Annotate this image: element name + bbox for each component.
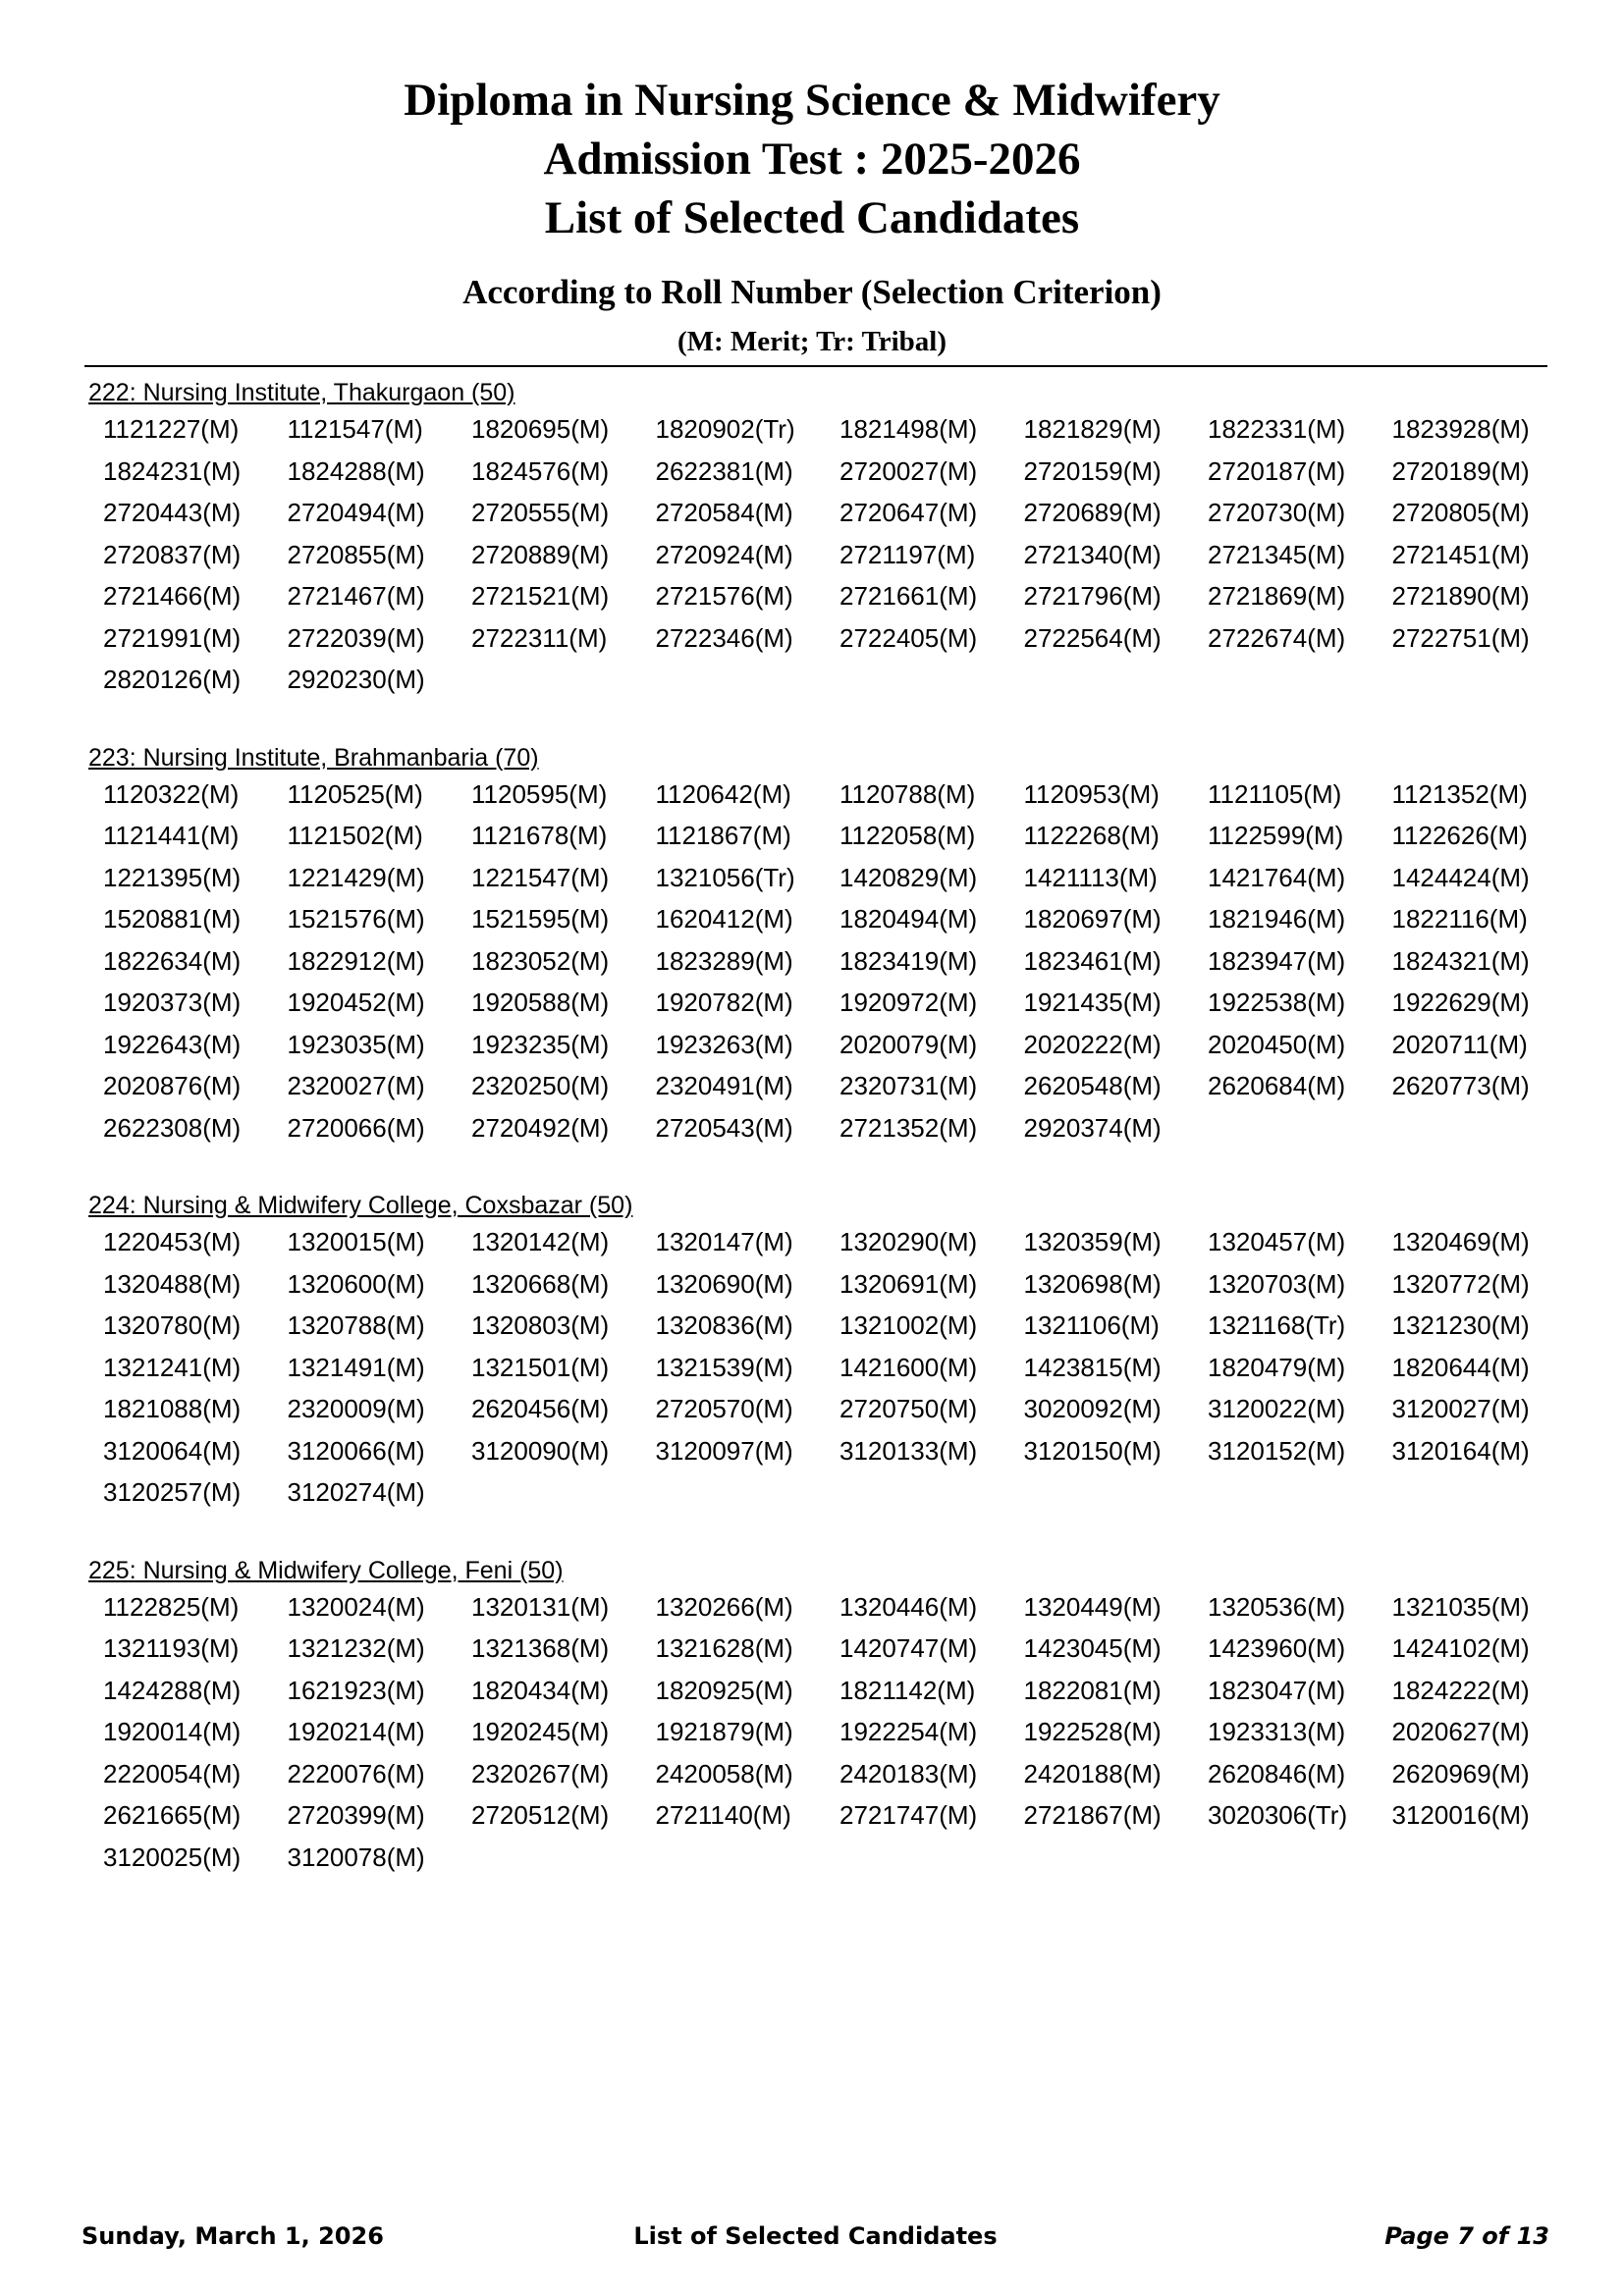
- candidate-roll: 1121227(M): [103, 414, 240, 444]
- candidate-roll: 1820434(M): [471, 1675, 610, 1705]
- candidate-roll: 1923035(M): [287, 1029, 425, 1059]
- candidate-roll: 2020711(M): [1391, 1029, 1528, 1059]
- candidate-roll: 1521595(M): [471, 904, 610, 934]
- candidate-roll: 1820697(M): [1023, 904, 1162, 934]
- candidate-roll: 1423960(M): [1208, 1633, 1346, 1663]
- candidate-roll: 2721991(M): [103, 622, 242, 653]
- candidate-roll: 2721466(M): [103, 581, 242, 611]
- candidate-roll: 2721340(M): [1023, 539, 1162, 569]
- candidate-roll: 1920452(M): [287, 988, 425, 1017]
- selection-criterion-subtitle: According to Roll Number (Selection Criterion): [462, 273, 1162, 311]
- candidate-roll: 3120097(M): [655, 1435, 793, 1466]
- candidate-roll: 1320668(M): [471, 1268, 610, 1299]
- candidate-roll: 2720066(M): [287, 1112, 425, 1143]
- candidate-roll: 1920373(M): [103, 988, 242, 1017]
- candidate-roll: 1320266(M): [655, 1591, 793, 1622]
- candidate-roll: 1122599(M): [1208, 821, 1344, 850]
- candidate-roll: 1320803(M): [471, 1310, 610, 1340]
- candidate-roll: 1122626(M): [1391, 821, 1528, 850]
- candidate-roll: 2720492(M): [471, 1112, 610, 1143]
- candidate-roll: 1424288(M): [103, 1675, 242, 1705]
- footer-date: Sunday, March 1, 2026: [81, 2222, 384, 2250]
- candidate-roll: 2320027(M): [287, 1071, 425, 1100]
- candidate-roll: 1824288(M): [287, 455, 425, 486]
- candidate-roll: 1923263(M): [655, 1029, 793, 1059]
- candidate-roll: 1921879(M): [655, 1717, 793, 1746]
- candidate-roll: 2720889(M): [471, 539, 610, 569]
- candidate-roll: 2620548(M): [1023, 1071, 1162, 1100]
- candidate-roll: 1320469(M): [1391, 1227, 1530, 1256]
- candidate-roll: 2720189(M): [1391, 455, 1530, 486]
- candidate-roll: 1620412(M): [655, 904, 793, 934]
- candidate-roll: 1920014(M): [103, 1717, 242, 1746]
- candidate-roll: 2620846(M): [1208, 1758, 1346, 1789]
- candidate-roll: 2320731(M): [839, 1071, 978, 1100]
- candidate-roll: 1822912(M): [287, 945, 425, 976]
- candidate-roll: 1321241(M): [103, 1352, 242, 1382]
- candidate-roll: 2720555(M): [471, 498, 610, 527]
- candidate-roll: 1520881(M): [103, 904, 242, 934]
- institute-section: [88, 1190, 1542, 1514]
- candidate-roll: 2720805(M): [1391, 498, 1530, 527]
- candidate-roll: 1321491(M): [287, 1352, 425, 1382]
- candidate-roll: 1120953(M): [1023, 778, 1160, 809]
- candidate-roll: 2720159(M): [1023, 455, 1162, 486]
- candidate-roll: 1923313(M): [1208, 1717, 1346, 1746]
- candidate-roll: 1121502(M): [287, 821, 423, 850]
- candidate-roll: 1320024(M): [287, 1591, 425, 1622]
- candidate-roll: 2720512(M): [471, 1800, 610, 1830]
- candidate-roll: 1221395(M): [103, 862, 242, 892]
- candidate-roll: 2720027(M): [839, 455, 978, 486]
- candidate-roll: 2320009(M): [287, 1394, 425, 1423]
- candidate-roll: 1321056(Tr): [655, 862, 795, 892]
- candidate-roll: 2720689(M): [1023, 498, 1162, 527]
- candidate-roll: 1120642(M): [655, 778, 791, 809]
- candidate-roll: 3120078(M): [287, 1842, 425, 1872]
- candidate-roll: 1423815(M): [1023, 1352, 1162, 1382]
- candidate-roll: 1321168(Tr): [1208, 1310, 1346, 1340]
- candidate-roll: 1321002(M): [839, 1310, 978, 1340]
- candidate-roll: 1320536(M): [1208, 1591, 1346, 1622]
- candidate-roll: 1920588(M): [471, 988, 610, 1017]
- institute-section: [88, 742, 1542, 1149]
- candidate-roll: 3020306(Tr): [1208, 1800, 1348, 1830]
- candidate-roll: 2220076(M): [287, 1758, 425, 1789]
- candidate-roll: 2720855(M): [287, 539, 425, 569]
- candidate-roll: 2020450(M): [1208, 1029, 1346, 1059]
- candidate-roll: 1320488(M): [103, 1268, 242, 1299]
- candidate-roll: 1921435(M): [1023, 988, 1162, 1017]
- candidate-roll: 2721140(M): [655, 1800, 791, 1830]
- institute-title: 224: Nursing & Midwifery College, Coxsbazar (50): [88, 1192, 633, 1219]
- candidate-roll: 2722564(M): [1023, 622, 1162, 653]
- candidate-roll: 1824222(M): [1391, 1675, 1530, 1705]
- candidate-roll: 1320457(M): [1208, 1227, 1346, 1256]
- candidate-roll: 1820494(M): [839, 904, 978, 934]
- candidate-roll: 1320015(M): [287, 1227, 425, 1256]
- candidate-roll: 3120133(M): [839, 1435, 978, 1466]
- candidate-roll: 1320600(M): [287, 1268, 425, 1299]
- candidate-roll: 1320780(M): [103, 1310, 242, 1340]
- candidate-roll: 1821142(M): [839, 1675, 976, 1705]
- candidate-roll: 1423045(M): [1023, 1633, 1162, 1663]
- candidate-roll: 1822116(M): [1391, 904, 1528, 934]
- candidate-roll: 1120595(M): [471, 778, 608, 809]
- candidate-roll: 1122058(M): [839, 821, 976, 850]
- candidate-roll: 1221429(M): [287, 862, 425, 892]
- candidate-roll: 1823947(M): [1208, 945, 1346, 976]
- candidate-roll: 1824576(M): [471, 455, 610, 486]
- candidate-roll: 1320449(M): [1023, 1591, 1162, 1622]
- candidate-roll: 1321628(M): [655, 1633, 793, 1663]
- candidate-roll: 1121867(M): [655, 821, 791, 850]
- candidate-roll: 3120016(M): [1391, 1800, 1530, 1830]
- candidate-roll: 1320772(M): [1391, 1268, 1530, 1299]
- candidate-roll: 1421113(M): [1023, 862, 1158, 892]
- candidate-roll: 2620456(M): [471, 1394, 610, 1423]
- candidate-roll: 2420058(M): [655, 1758, 793, 1789]
- candidate-roll: 1320698(M): [1023, 1268, 1162, 1299]
- candidate-roll: 1823928(M): [1391, 414, 1530, 444]
- candidate-roll: 3120064(M): [103, 1435, 242, 1466]
- candidate-roll: 1320446(M): [839, 1591, 978, 1622]
- candidate-roll: 2720924(M): [655, 539, 793, 569]
- candidate-roll: 2820126(M): [103, 665, 242, 694]
- candidate-roll: 1920972(M): [839, 988, 978, 1017]
- candidate-roll: 1820479(M): [1208, 1352, 1346, 1382]
- candidate-roll: 3120150(M): [1023, 1435, 1162, 1466]
- candidate-roll: 2020079(M): [839, 1029, 978, 1059]
- candidate-roll: 2722674(M): [1208, 622, 1346, 653]
- candidate-roll: 2620773(M): [1391, 1071, 1530, 1100]
- candidate-roll: 1821088(M): [103, 1394, 242, 1423]
- candidate-roll: 1822634(M): [103, 945, 242, 976]
- institute-sections: [88, 377, 1542, 1919]
- candidate-roll: 1121678(M): [471, 821, 608, 850]
- candidate-roll: 2720494(M): [287, 498, 425, 527]
- candidate-roll: 2020876(M): [103, 1071, 242, 1100]
- document-title-line-3: List of Selected Candidates: [544, 192, 1080, 243]
- candidate-roll: 2721467(M): [287, 581, 425, 611]
- candidate-roll: 2620969(M): [1391, 1758, 1530, 1789]
- candidate-roll: 2920374(M): [1023, 1112, 1162, 1143]
- candidate-roll: 2721197(M): [839, 539, 976, 569]
- candidate-roll: 1320131(M): [471, 1591, 610, 1622]
- candidate-roll: 2721345(M): [1208, 539, 1346, 569]
- candidate-roll: 2020222(M): [1023, 1029, 1162, 1059]
- institute-title: 225: Nursing & Midwifery College, Feni (50): [88, 1556, 564, 1584]
- candidate-roll: 2720750(M): [839, 1394, 978, 1423]
- institute-title: 223: Nursing Institute, Brahmanbaria (70): [88, 743, 539, 772]
- candidate-roll: 1221547(M): [471, 862, 610, 892]
- candidate-roll: 2720543(M): [655, 1112, 793, 1143]
- candidate-roll: 2721867(M): [1023, 1800, 1162, 1830]
- candidate-roll: 2320250(M): [471, 1071, 610, 1100]
- candidate-roll: 2721352(M): [839, 1112, 978, 1143]
- header-divider: [84, 365, 1547, 367]
- institute-section: [88, 377, 1542, 701]
- candidate-roll: 2220054(M): [103, 1758, 242, 1789]
- candidate-roll: 2722405(M): [839, 622, 978, 653]
- candidate-roll: 2420188(M): [1023, 1758, 1162, 1789]
- candidate-roll: 2320267(M): [471, 1758, 610, 1789]
- candidate-roll: 1321230(M): [1391, 1310, 1530, 1340]
- candidate-roll: 2620684(M): [1208, 1071, 1346, 1100]
- candidate-roll: 1820925(M): [655, 1675, 793, 1705]
- candidate-roll: 1621923(M): [287, 1675, 425, 1705]
- candidate-roll: 1122268(M): [1023, 821, 1160, 850]
- candidate-roll: 3120027(M): [1391, 1394, 1530, 1423]
- quota-legend: (M: Merit; Tr: Tribal): [677, 326, 947, 357]
- candidate-roll: 2920230(M): [287, 665, 425, 694]
- candidate-roll: 2720443(M): [103, 498, 242, 527]
- candidate-roll: 1823052(M): [471, 945, 610, 976]
- candidate-grid: [103, 408, 1542, 701]
- institute-title: 222: Nursing Institute, Thakurgaon (50): [88, 379, 515, 406]
- footer-title: List of Selected Candidates: [633, 2222, 998, 2250]
- candidate-roll: 2722039(M): [287, 622, 425, 653]
- candidate-roll: 1922538(M): [1208, 988, 1346, 1017]
- candidate-roll: 1823047(M): [1208, 1675, 1346, 1705]
- candidate-roll: 1320290(M): [839, 1227, 978, 1256]
- candidate-roll: 2420183(M): [839, 1758, 978, 1789]
- candidate-roll: 1824321(M): [1391, 945, 1530, 976]
- candidate-roll: 1922643(M): [103, 1029, 242, 1059]
- candidate-roll: 1920782(M): [655, 988, 793, 1017]
- candidate-roll: 1320690(M): [655, 1268, 793, 1299]
- candidate-roll: 1320142(M): [471, 1227, 610, 1256]
- candidate-roll: 1824231(M): [103, 455, 242, 486]
- candidate-roll: 1424424(M): [1391, 862, 1530, 892]
- candidate-roll: 1823289(M): [655, 945, 793, 976]
- candidate-roll: 3120164(M): [1391, 1435, 1530, 1466]
- candidate-roll: 1521576(M): [287, 904, 425, 934]
- candidate-roll: 2720584(M): [655, 498, 793, 527]
- candidate-roll: 1120788(M): [839, 778, 976, 809]
- candidate-roll: 1424102(M): [1391, 1633, 1530, 1663]
- candidate-roll: 1922254(M): [839, 1717, 978, 1746]
- candidate-roll: 1822081(M): [1023, 1675, 1162, 1705]
- candidate-roll: 2720647(M): [839, 498, 978, 527]
- candidate-roll: 2720399(M): [287, 1800, 425, 1830]
- candidate-roll: 3120066(M): [287, 1435, 425, 1466]
- document-title-line-1: Diploma in Nursing Science & Midwifery: [404, 75, 1220, 126]
- candidate-roll: 1320703(M): [1208, 1268, 1346, 1299]
- candidate-roll: 1320836(M): [655, 1310, 793, 1340]
- candidate-roll: 1320359(M): [1023, 1227, 1162, 1256]
- candidate-roll: 3120257(M): [103, 1477, 242, 1507]
- candidate-roll: 2721576(M): [655, 581, 793, 611]
- candidate-roll: 1421600(M): [839, 1352, 978, 1382]
- candidate-roll: 1320691(M): [839, 1268, 978, 1299]
- candidate-roll: 2721661(M): [839, 581, 978, 611]
- candidate-roll: 1122825(M): [103, 1591, 240, 1622]
- candidate-roll: 2721521(M): [471, 581, 610, 611]
- candidate-roll: 3120090(M): [471, 1435, 610, 1466]
- candidate-roll: 1922629(M): [1391, 988, 1530, 1017]
- candidate-roll: 1823461(M): [1023, 945, 1162, 976]
- candidate-roll: 1821829(M): [1023, 414, 1162, 444]
- candidate-roll: 3120274(M): [287, 1477, 425, 1507]
- candidate-roll: 1321539(M): [655, 1352, 793, 1382]
- candidate-roll: 2721869(M): [1208, 581, 1346, 611]
- candidate-roll: 2722346(M): [655, 622, 793, 653]
- candidate-roll: 2722751(M): [1391, 622, 1530, 653]
- candidate-roll: 1421764(M): [1208, 862, 1346, 892]
- candidate-roll: 2720187(M): [1208, 455, 1346, 486]
- footer-page-number: Page 7 of 13: [1384, 2222, 1549, 2250]
- candidate-roll: 1420747(M): [839, 1633, 978, 1663]
- candidate-roll: 1120322(M): [103, 778, 240, 809]
- candidate-roll: 1320147(M): [655, 1227, 793, 1256]
- candidate-grid: [103, 774, 1542, 1149]
- candidate-roll: 1321368(M): [471, 1633, 610, 1663]
- document-header: [0, 71, 1624, 359]
- document-title-line-2: Admission Test : 2025-2026: [543, 133, 1081, 185]
- candidate-roll: 2621665(M): [103, 1800, 242, 1830]
- candidate-roll: 2721747(M): [839, 1800, 978, 1830]
- candidate-roll: 2320491(M): [655, 1071, 793, 1100]
- candidate-roll: 1120525(M): [287, 778, 423, 809]
- candidate-roll: 2720837(M): [103, 539, 242, 569]
- candidate-grid: [103, 1586, 1542, 1879]
- candidate-roll: 1321035(M): [1391, 1591, 1530, 1622]
- candidate-roll: 1820695(M): [471, 414, 610, 444]
- candidate-roll: 2720570(M): [655, 1394, 793, 1423]
- candidate-roll: 3120025(M): [103, 1842, 242, 1872]
- candidate-roll: 1823419(M): [839, 945, 978, 976]
- candidate-roll: 1321232(M): [287, 1633, 425, 1663]
- candidate-roll: 1820902(Tr): [655, 414, 795, 444]
- candidate-roll: 1121352(M): [1391, 778, 1528, 809]
- candidate-roll: 3120152(M): [1208, 1435, 1346, 1466]
- candidate-roll: 1821498(M): [839, 414, 978, 444]
- candidate-roll: 1121105(M): [1208, 778, 1342, 809]
- candidate-roll: 1321106(M): [1023, 1310, 1160, 1340]
- candidate-roll: 2722311(M): [471, 622, 608, 653]
- candidate-grid: [103, 1221, 1542, 1514]
- candidate-roll: 1922528(M): [1023, 1717, 1162, 1746]
- candidate-roll: 1923235(M): [471, 1029, 610, 1059]
- candidate-roll: 1420829(M): [839, 862, 978, 892]
- candidate-roll: 3020092(M): [1023, 1394, 1162, 1423]
- page-footer: [81, 2216, 1549, 2256]
- candidate-roll: 1821946(M): [1208, 904, 1346, 934]
- candidate-roll: 1121441(M): [103, 821, 240, 850]
- candidate-roll: 1320788(M): [287, 1310, 425, 1340]
- candidate-roll: 1220453(M): [103, 1227, 242, 1256]
- candidate-roll: 2721796(M): [1023, 581, 1162, 611]
- candidate-roll: 1121547(M): [287, 414, 423, 444]
- candidate-roll: 2720730(M): [1208, 498, 1346, 527]
- candidate-roll: 1820644(M): [1391, 1352, 1530, 1382]
- institute-section: [88, 1555, 1542, 1879]
- candidate-roll: 1822331(M): [1208, 414, 1346, 444]
- candidate-roll: 3120022(M): [1208, 1394, 1346, 1423]
- candidate-roll: 1321501(M): [471, 1352, 610, 1382]
- candidate-roll: 1920245(M): [471, 1717, 610, 1746]
- candidate-roll: 1920214(M): [287, 1717, 425, 1746]
- candidate-roll: 1321193(M): [103, 1633, 240, 1663]
- candidate-roll: 2721890(M): [1391, 581, 1530, 611]
- candidate-roll: 2721451(M): [1391, 539, 1530, 569]
- candidate-roll: 2622308(M): [103, 1112, 242, 1143]
- candidate-roll: 2622381(M): [655, 455, 793, 486]
- candidate-roll: 2020627(M): [1391, 1717, 1530, 1746]
